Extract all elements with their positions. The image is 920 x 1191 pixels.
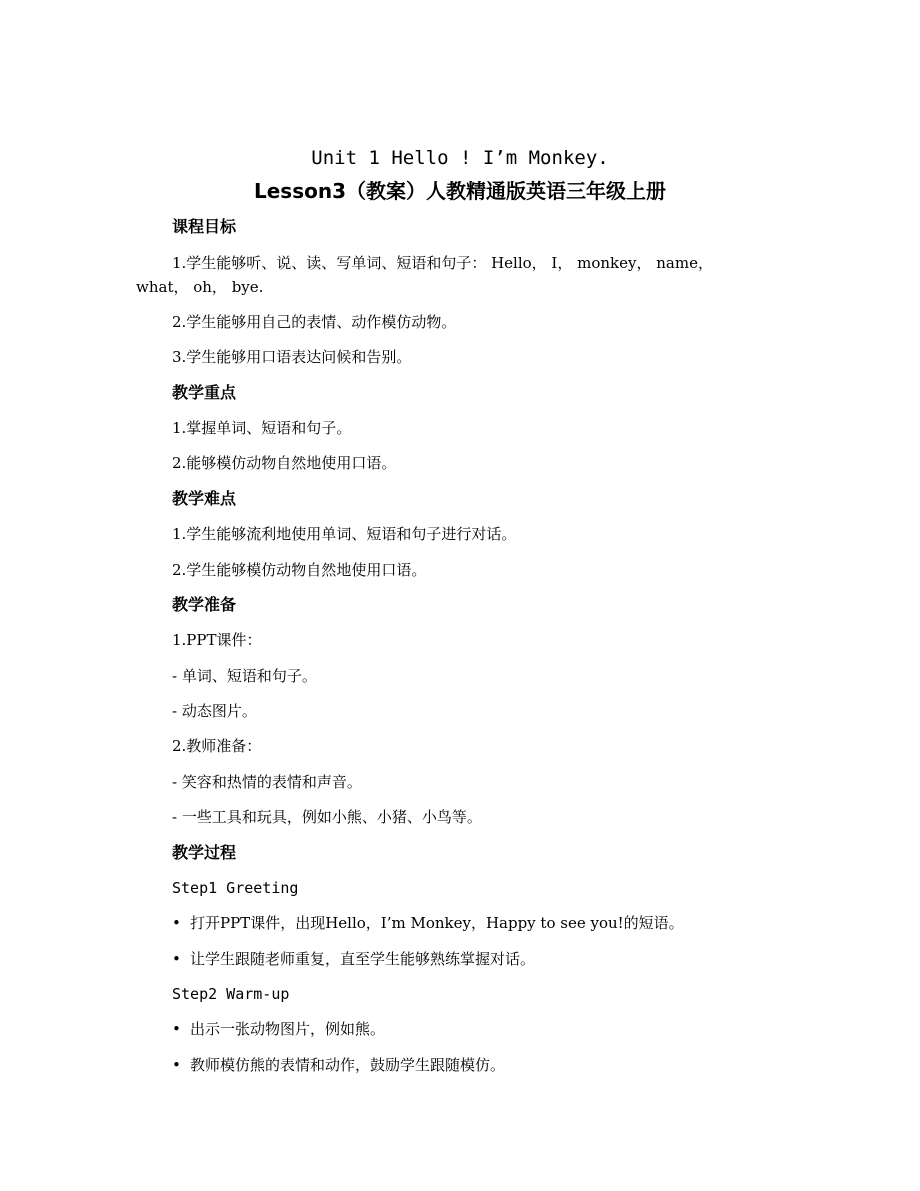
prep-item-1a: - 单词、短语和句子。	[172, 667, 317, 685]
key-item-2: 2.能够模仿动物自然地使用口语。	[172, 454, 397, 472]
difficult-item-2: 2.学生能够模仿动物自然地使用口语。	[172, 561, 427, 579]
heading-goals: 课程目标	[172, 217, 237, 236]
goal-item-2: 2.学生能够用自己的表情、动作模仿动物。	[172, 313, 457, 331]
step1-bullet-2: 让学生跟随老师重复，直至学生能够熟练掌握对话。	[190, 950, 536, 968]
doc-title-line1: Unit 1 Hello ! I’m Monkey.	[311, 147, 609, 169]
list-item	[172, 1018, 385, 1040]
key-item-1: 1.掌握单词、短语和句子。	[172, 419, 352, 437]
prep-item-2b: - 一些工具和玩具，例如小熊、小猪、小鸟等。	[172, 808, 482, 826]
step1-label: Step1 Greeting	[172, 879, 299, 897]
bullet-icon: •	[172, 1056, 181, 1074]
heading-difficult: 教学难点	[172, 489, 237, 508]
bullet-icon: •	[172, 1020, 181, 1038]
list-item	[172, 912, 684, 934]
doc-title-line2: Lesson3（教案）人教精通版英语三年级上册	[253, 179, 666, 203]
list-item	[172, 1054, 505, 1076]
step2-bullet-2: 教师模仿熊的表情和动作，鼓励学生跟随模仿。	[190, 1056, 506, 1074]
heading-prep: 教学准备	[172, 595, 237, 614]
list-item	[172, 948, 535, 970]
heading-key: 教学重点	[172, 383, 237, 402]
goal-item-3: 3.学生能够用口语表达问候和告别。	[172, 348, 412, 366]
prep-item-2: 2.教师准备：	[172, 737, 262, 755]
goal-item-1: 1.学生能够听、说、读、写单词、短语和句子： Hello， I， monkey， name，	[172, 254, 713, 272]
bullet-icon: •	[172, 914, 181, 932]
prep-item-2a: - 笑容和热情的表情和声音。	[172, 773, 362, 791]
step1-bullet-1: 打开PPT课件，出现Hello，I’m Monkey，Happy to see you!的短语。	[190, 914, 684, 932]
goal-item-1-cont: what， oh， bye.	[136, 278, 264, 296]
step2-label: Step2 Warm-up	[172, 985, 290, 1003]
prep-item-1b: - 动态图片。	[172, 702, 257, 720]
bullet-icon: •	[172, 950, 181, 968]
prep-item-1: 1.PPT课件：	[172, 631, 262, 649]
step2-bullet-1: 出示一张动物图片，例如熊。	[190, 1020, 386, 1038]
difficult-item-1: 1.学生能够流利地使用单词、短语和句子进行对话。	[172, 525, 517, 543]
heading-process: 教学过程	[172, 843, 237, 862]
